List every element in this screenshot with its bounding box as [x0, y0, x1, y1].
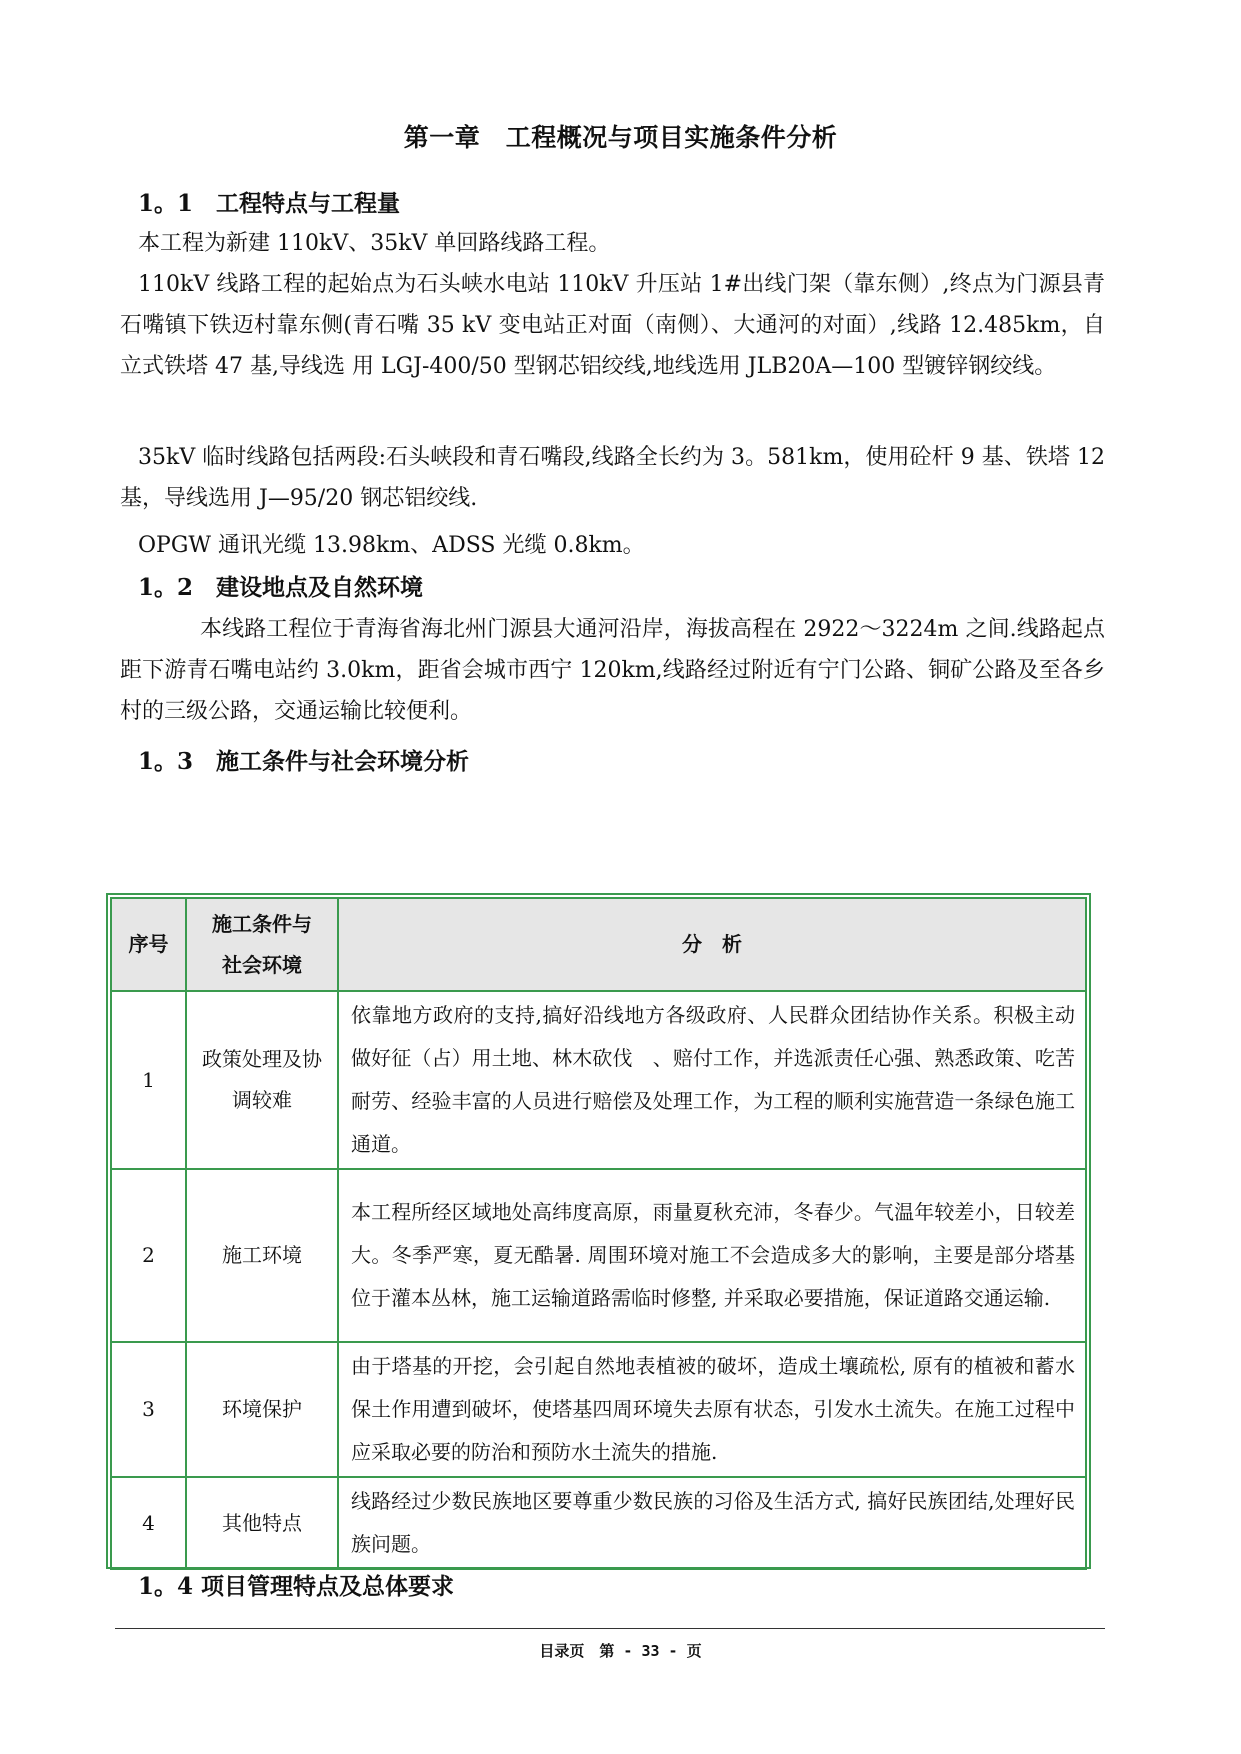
table-row — [111, 1169, 1086, 1342]
row-condition: 政策处理及协调较难 — [186, 991, 338, 1169]
paragraph: 35kV 临时线路包括两段:石头峡段和青石嘴段,线路全长约为 3。581km，使用砼杆 9 基、铁塔 12 基，导线选用 J—95/20 钢芯铝绞线. — [120, 445, 1105, 511]
table-row — [111, 1477, 1086, 1569]
row-number: 1 — [111, 991, 186, 1169]
row-number: 3 — [111, 1342, 186, 1477]
chapter-title: 第一章 工程概况与项目实施条件分析 — [403, 123, 838, 152]
page-footer: 目录页 第 - 33 - 页 — [539, 1642, 702, 1660]
row-condition: 施工环境 — [186, 1169, 338, 1342]
section-heading-1-2: 1。2 建设地点及自然环境 — [138, 574, 424, 601]
conditions-table — [106, 893, 1091, 1569]
paragraph: 110kV 线路工程的起始点为石头峡水电站 110kV 升压站 1#出线门架（靠东侧）,终点为门源县青石嘴镇下铁迈村靠东侧(青石嘴 35 kV 变电站正对面（南侧）、大通河的对面）,线路 12.485km，自立式铁塔 47 基,导线选 用 LGJ-400/50 型钢芯铝绞线,地线选用 JLB20A—100 型镀锌钢绞线。 — [120, 272, 1105, 379]
table-row — [111, 991, 1086, 1169]
paragraph: 本线路工程位于青海省海北州门源县大通河沿岸，海拔高程在 2922～3224m 之间.线路起点距下游青石嘴电站约 3.0km，距省会城市西宁 120km,线路经过附近有宁门公路、铜矿公路及至各乡村的三级公路，交通运输比较便利。 — [120, 617, 1105, 724]
header-cell: 施工条件与社会环境 — [186, 898, 338, 991]
row-analysis: 线路经过少数民族地区要尊重少数民族的习俗及生活方式, 搞好民族团结,处理好民族问题。 — [338, 1477, 1086, 1569]
row-analysis: 由于塔基的开挖，会引起自然地表植被的破坏，造成土壤疏松, 原有的植被和蓄水保土作用遭到破坏，使塔基四周环境失去原有状态，引发水土流失。在施工过程中应采取必要的防治和预防水土流失的措施. — [338, 1342, 1086, 1477]
footer-divider — [115, 1628, 1105, 1629]
section-heading-1-4: 1。4 项目管理特点及总体要求 — [138, 1573, 455, 1600]
row-condition: 其他特点 — [186, 1477, 338, 1569]
section-heading-1-3: 1。3 施工条件与社会环境分析 — [138, 748, 470, 775]
table-header-row — [111, 898, 1086, 991]
paragraph: OPGW 通讯光缆 13.98km、ADSS 光缆 0.8km。 — [138, 533, 645, 558]
table-row — [111, 1342, 1086, 1477]
row-analysis: 本工程所经区域地处高纬度高原，雨量夏秋充沛，冬春少。气温年较差小，日较差大。冬季严寒，夏无酷暑. 周围环境对施工不会造成多大的影响，主要是部分塔基位于灌本丛林，施工运输道路需临时修整, 并采取必要措施，保证道路交通运输. — [338, 1169, 1086, 1342]
row-number: 4 — [111, 1477, 186, 1569]
row-analysis: 依靠地方政府的支持,搞好沿线地方各级政府、人民群众团结协作关系。积极主动做好征（占）用土地、林木砍伐 、赔付工作，并选派责任心强、熟悉政策、吃苦耐劳、经验丰富的人员进行赔偿及处理工作，为工程的顺利实施营造一条绿色施工通道。 — [338, 991, 1086, 1169]
paragraph: 本工程为新建 110kV、35kV 单回路线路工程。 — [138, 231, 611, 256]
section-heading-1-1: 1。1 工程特点与工程量 — [138, 190, 401, 217]
header-cell: 序号 — [111, 898, 186, 991]
row-number: 2 — [111, 1169, 186, 1342]
header-cell: 分 析 — [338, 898, 1086, 991]
row-condition: 环境保护 — [186, 1342, 338, 1477]
